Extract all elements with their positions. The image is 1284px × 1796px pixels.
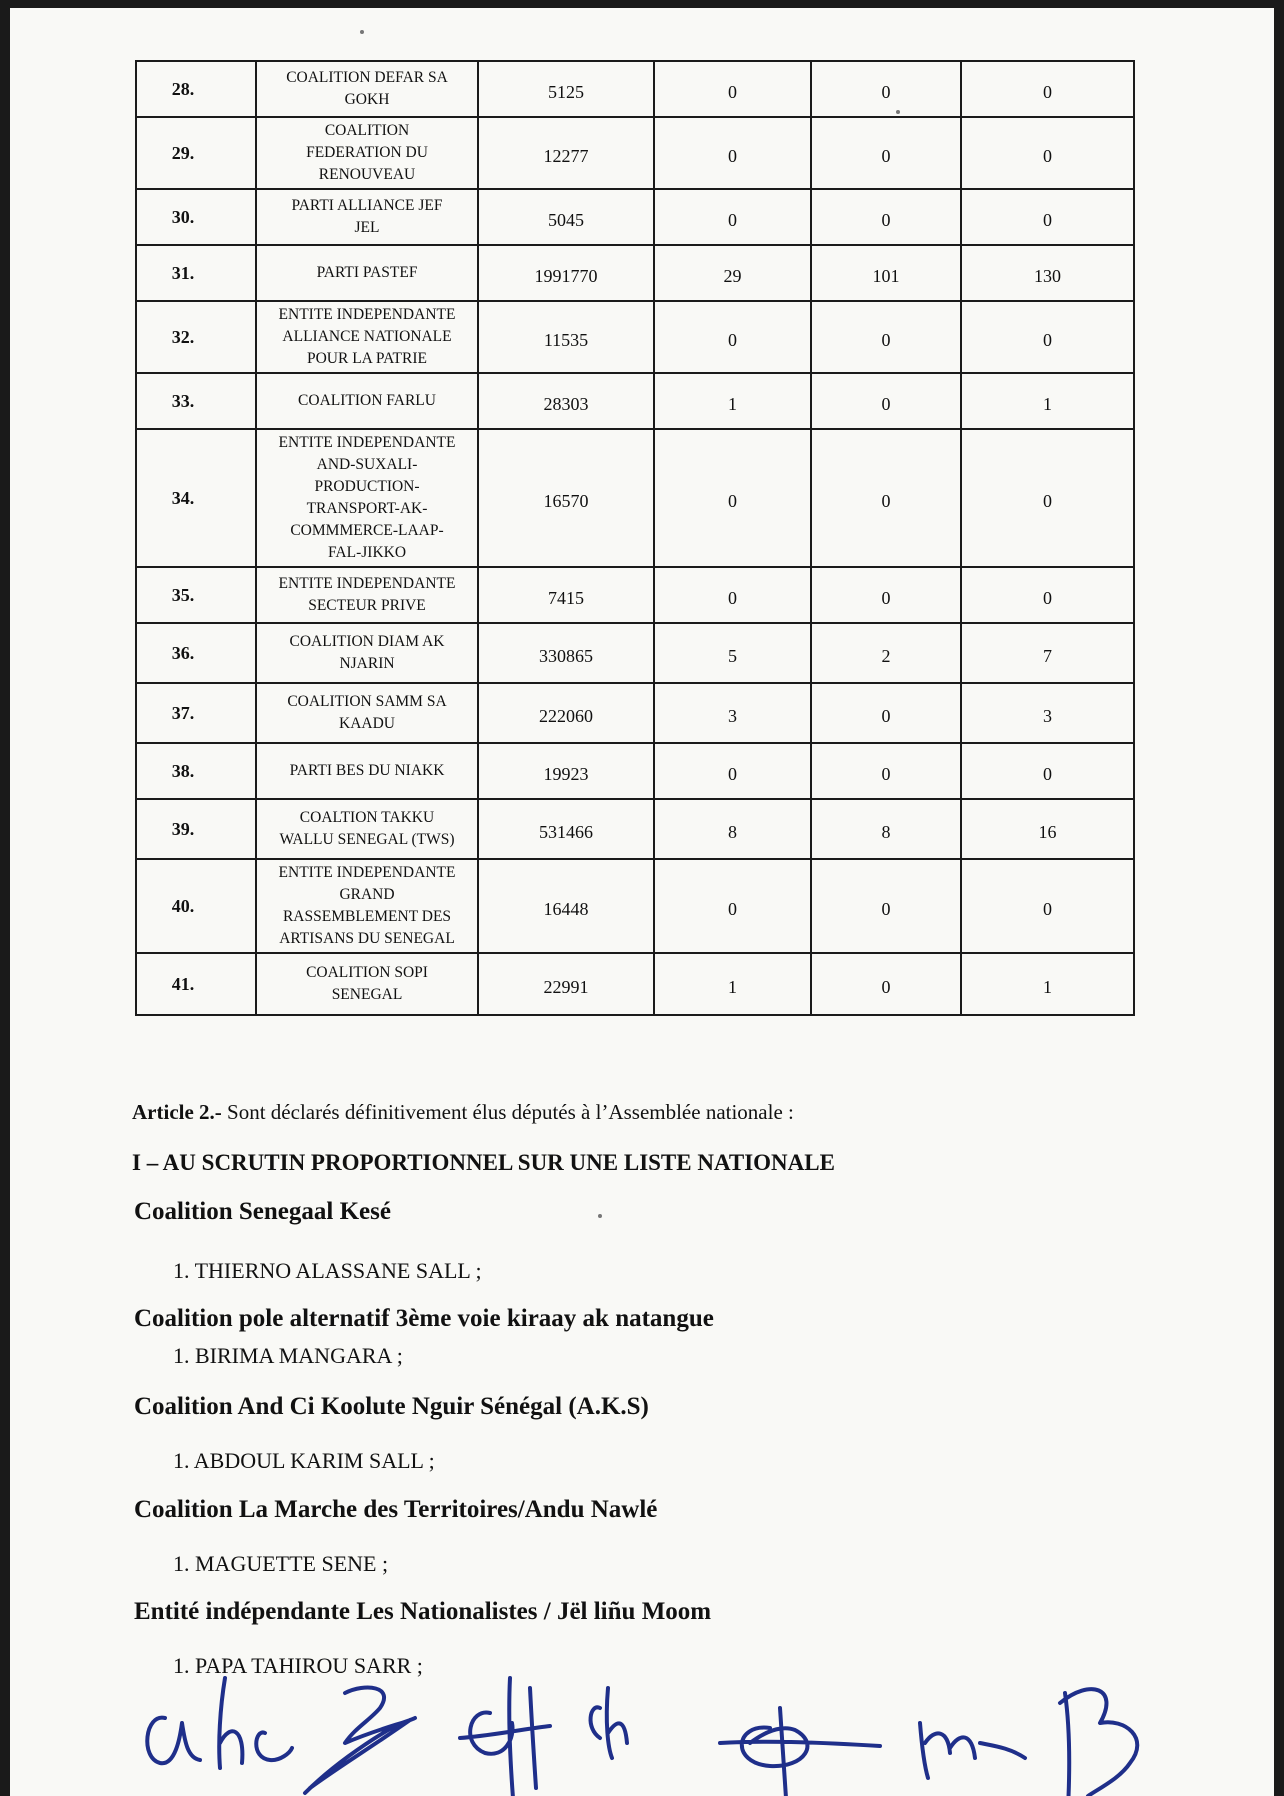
list-name-line: RENOUVEAU — [318, 166, 416, 183]
list-name — [256, 61, 478, 117]
row-number: 41. — [136, 953, 256, 1015]
seats-total-cell: 7 — [961, 623, 1134, 683]
seats-cell-1: 1 — [654, 953, 811, 1015]
list-name-line: FAL-JIKKO — [327, 544, 407, 561]
list-name — [256, 799, 478, 859]
list-name-line: NJARIN — [339, 655, 395, 672]
list-name-line: COALITION DEFAR SA — [286, 69, 448, 86]
table-row — [136, 373, 1134, 429]
seats-total-cell: 3 — [961, 683, 1134, 743]
signature — [591, 1688, 627, 1758]
list-title: Coalition And Ci Koolute Nguir Sénégal (A.K.S) — [134, 1393, 649, 1420]
table-row — [136, 429, 1134, 567]
list-name — [256, 301, 478, 373]
seats-cell-2: 2 — [811, 623, 961, 683]
seats-cell-1: 29 — [654, 245, 811, 301]
seats-cell-1: 0 — [654, 743, 811, 799]
list-name — [256, 567, 478, 623]
seats-cell-1: 8 — [654, 799, 811, 859]
list-name-line: COALITION FARLU — [298, 392, 436, 409]
seats-cell-2: 0 — [811, 567, 961, 623]
seats-total-cell: 0 — [961, 567, 1134, 623]
seats-cell-1: 0 — [654, 117, 811, 189]
list-item: 1. ABDOUL KARIM SALL ; — [173, 1448, 435, 1473]
row-number: 29. — [136, 117, 256, 189]
list-item: 1. BIRIMA MANGARA ; — [173, 1343, 403, 1368]
row-number: 35. — [136, 567, 256, 623]
seats-cell-2: 0 — [811, 117, 961, 189]
table-row — [136, 953, 1134, 1015]
row-number: 39. — [136, 799, 256, 859]
row-number: 31. — [136, 245, 256, 301]
list-name-line: KAADU — [339, 715, 395, 732]
seats-cell-2: 0 — [811, 61, 961, 117]
seats-total-cell: 1 — [961, 953, 1134, 1015]
list-name-line: AND-SUXALI- — [316, 456, 418, 473]
seats-cell-2: 0 — [811, 373, 961, 429]
seats-cell-2: 101 — [811, 245, 961, 301]
votes-cell: 22991 — [478, 953, 654, 1015]
list-item: 1. MAGUETTE SENE ; — [173, 1551, 389, 1576]
seats-total-cell: 130 — [961, 245, 1134, 301]
seats-total-cell: 0 — [961, 61, 1134, 117]
list-name-line: SENEGAL — [331, 986, 403, 1003]
seats-cell-1: 5 — [654, 623, 811, 683]
seats-cell-1: 1 — [654, 373, 811, 429]
votes-cell: 11535 — [478, 301, 654, 373]
table-row — [136, 859, 1134, 953]
table-row — [136, 301, 1134, 373]
seats-total-cell: 0 — [961, 743, 1134, 799]
signature — [1060, 1689, 1137, 1796]
list-name-line: ENTITE INDEPENDANTE — [278, 306, 456, 323]
list-name-line: COALTION TAKKU — [299, 809, 435, 826]
row-number: 40. — [136, 859, 256, 953]
seats-cell-1: 0 — [654, 429, 811, 567]
list-name-line: COALITION — [324, 122, 410, 139]
list-name-line: TRANSPORT-AK- — [306, 500, 428, 517]
scan-speck — [360, 30, 364, 34]
list-name-line: FEDERATION DU — [306, 144, 428, 161]
list-name-line: ARTISANS DU SENEGAL — [279, 930, 455, 947]
section-title: I – AU SCRUTIN PROPORTIONNEL SUR UNE LISTE NATIONALE — [132, 1150, 835, 1175]
seats-cell-2: 0 — [811, 953, 961, 1015]
seats-cell-1: 0 — [654, 859, 811, 953]
row-number: 30. — [136, 189, 256, 245]
list-name-line: PRODUCTION- — [314, 478, 420, 495]
table-row — [136, 245, 1134, 301]
votes-cell: 28303 — [478, 373, 654, 429]
list-name-line: ENTITE INDEPENDANTE — [278, 864, 456, 881]
list-name — [256, 429, 478, 567]
seats-cell-2: 0 — [811, 429, 961, 567]
list-name-line: RASSEMBLEMENT DES — [282, 908, 452, 925]
list-name-line: GOKH — [344, 91, 390, 108]
table-row — [136, 623, 1134, 683]
list-name-line: COMMMERCE-LAAP- — [290, 522, 444, 539]
seats-total-cell: 0 — [961, 301, 1134, 373]
seats-total-cell: 16 — [961, 799, 1134, 859]
list-name — [256, 683, 478, 743]
article-text: Sont déclarés définitivement élus députés à l’Assemblée nationale : — [221, 1100, 794, 1124]
list-name — [256, 623, 478, 683]
votes-cell: 330865 — [478, 623, 654, 683]
table-row — [136, 61, 1134, 117]
row-number: 38. — [136, 743, 256, 799]
seats-cell-2: 8 — [811, 799, 961, 859]
votes-cell: 16570 — [478, 429, 654, 567]
votes-cell: 5125 — [478, 61, 654, 117]
seats-cell-2: 0 — [811, 189, 961, 245]
list-name — [256, 743, 478, 799]
row-number: 33. — [136, 373, 256, 429]
list-name-line: WALLU SENEGAL (TWS) — [279, 831, 455, 848]
votes-cell: 222060 — [478, 683, 654, 743]
row-number: 37. — [136, 683, 256, 743]
signature — [305, 1688, 415, 1793]
seats-cell-2: 0 — [811, 743, 961, 799]
list-name-line: COALITION SAMM SA — [287, 693, 447, 710]
list-name-line: JEL — [354, 219, 380, 236]
row-number: 32. — [136, 301, 256, 373]
list-name — [256, 245, 478, 301]
article-2 — [132, 1100, 1132, 1125]
list-name-line: ENTITE INDEPENDANTE — [278, 575, 456, 592]
table-row — [136, 683, 1134, 743]
list-name — [256, 117, 478, 189]
list-title: Entité indépendante Les Nationalistes / Jël liñu Moom — [134, 1598, 712, 1625]
list-name-line: PARTI BES DU NIAKK — [289, 762, 445, 779]
scan-speck — [896, 110, 900, 114]
seats-cell-1: 3 — [654, 683, 811, 743]
table-row — [136, 743, 1134, 799]
seats-cell-2: 0 — [811, 859, 961, 953]
votes-cell: 19923 — [478, 743, 654, 799]
list-name — [256, 189, 478, 245]
row-number: 34. — [136, 429, 256, 567]
seats-cell-2: 0 — [811, 683, 961, 743]
votes-cell: 16448 — [478, 859, 654, 953]
seats-cell-1: 0 — [654, 301, 811, 373]
seats-total-cell: 0 — [961, 189, 1134, 245]
list-name-line: PARTI ALLIANCE JEF — [291, 197, 443, 214]
votes-cell: 1991770 — [478, 245, 654, 301]
votes-cell: 5045 — [478, 189, 654, 245]
list-title: Coalition La Marche des Territoires/Andu Nawlé — [134, 1496, 658, 1523]
seats-cell-2: 0 — [811, 301, 961, 373]
list-name-line: POUR LA PATRIE — [306, 350, 427, 367]
list-name-line: GRAND — [339, 886, 395, 903]
signature — [219, 1678, 292, 1768]
list-title: Coalition pole alternatif 3ème voie kiraay ak natangue — [134, 1305, 714, 1332]
seats-total-cell: 0 — [961, 117, 1134, 189]
signatures — [130, 1648, 1190, 1796]
article-label: Article 2.- — [132, 1100, 222, 1124]
list-item: 1. PAPA TAHIROU SARR ; — [173, 1653, 423, 1678]
seats-cell-1: 0 — [654, 189, 811, 245]
signature — [147, 1718, 200, 1764]
list-name-line: SECTEUR PRIVE — [308, 597, 426, 614]
table-row — [136, 567, 1134, 623]
signature — [720, 1708, 880, 1796]
seats-total-cell: 0 — [961, 859, 1134, 953]
list-name — [256, 373, 478, 429]
seats-cell-1: 0 — [654, 567, 811, 623]
list-name-line: COALITION DIAM AK — [289, 633, 445, 650]
list-name-line: ENTITE INDEPENDANTE — [278, 434, 456, 451]
table-row — [136, 189, 1134, 245]
results-table — [135, 60, 1135, 1016]
seats-total-cell: 0 — [961, 429, 1134, 567]
signature — [920, 1723, 1025, 1778]
list-name-line: PARTI PASTEF — [316, 264, 418, 281]
votes-cell: 7415 — [478, 567, 654, 623]
list-item: 1. THIERNO ALASSANE SALL ; — [173, 1258, 482, 1283]
document-page — [10, 8, 1274, 1796]
scan-speck — [598, 1214, 602, 1218]
seats-total-cell: 1 — [961, 373, 1134, 429]
table-row — [136, 117, 1134, 189]
list-name-line: ALLIANCE NATIONALE — [282, 328, 452, 345]
votes-cell: 12277 — [478, 117, 654, 189]
list-title: Coalition Senegaal Kesé — [134, 1198, 391, 1225]
votes-cell: 531466 — [478, 799, 654, 859]
table-row — [136, 799, 1134, 859]
row-number: 36. — [136, 623, 256, 683]
signature — [460, 1678, 550, 1796]
seats-cell-1: 0 — [654, 61, 811, 117]
list-name — [256, 953, 478, 1015]
list-name — [256, 859, 478, 953]
list-name-line: COALITION SOPI — [306, 964, 428, 981]
row-number: 28. — [136, 61, 256, 117]
